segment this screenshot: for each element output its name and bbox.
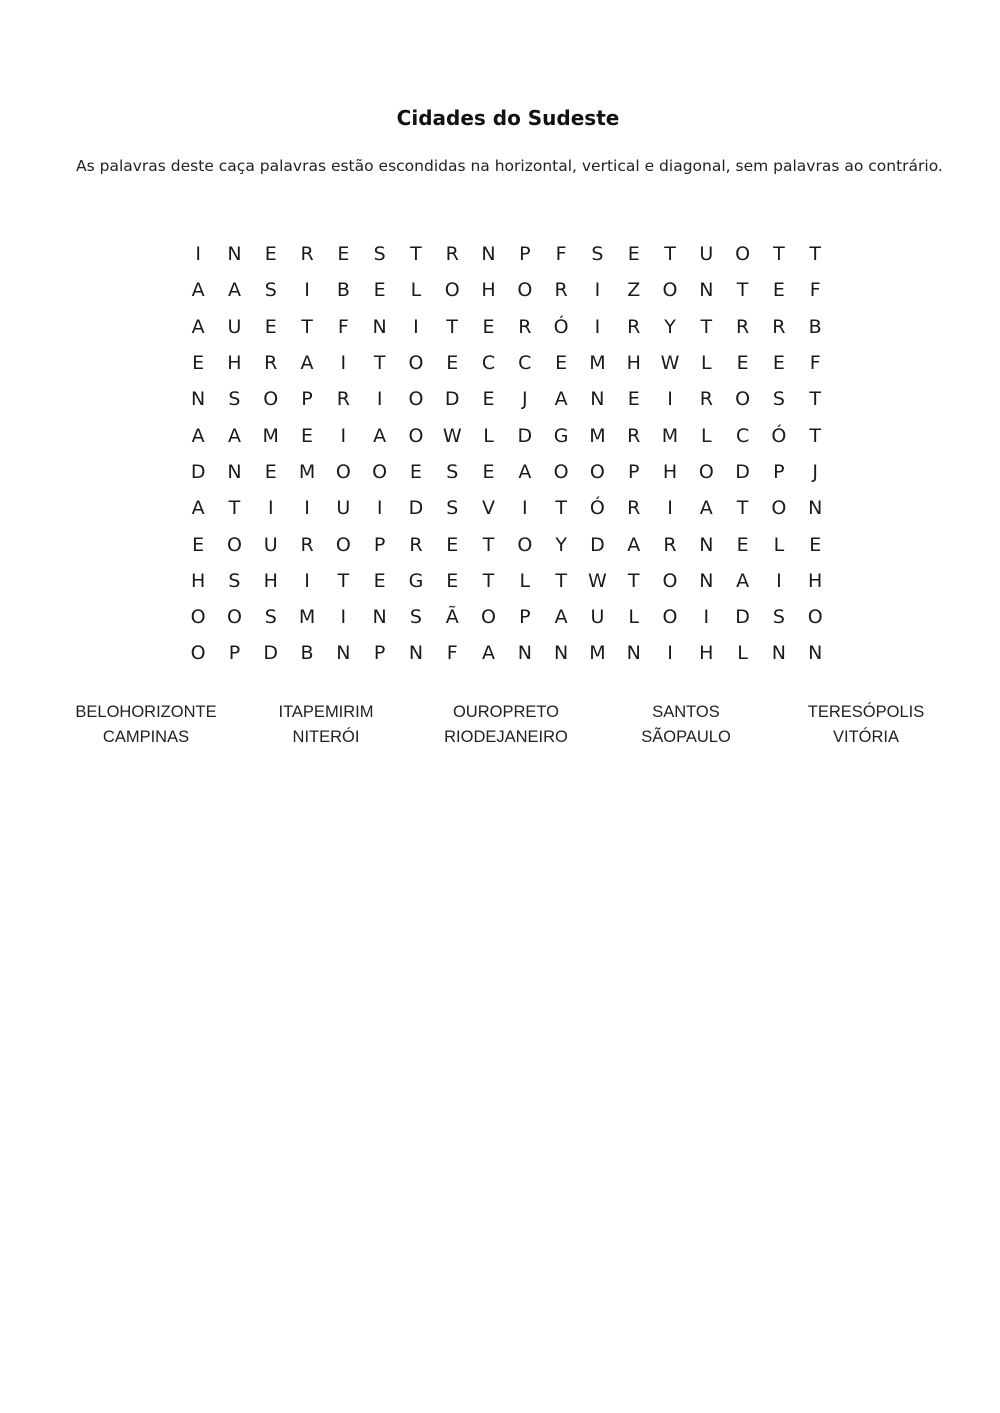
word-list-item: ITAPEMIRIM	[278, 703, 374, 721]
grid-letter[interactable]: R	[663, 533, 677, 556]
grid-letter[interactable]: R	[627, 497, 641, 520]
grid-letter[interactable]: E	[446, 533, 459, 556]
grid-letter[interactable]: C	[481, 352, 496, 375]
grid-letter[interactable]: T	[410, 243, 422, 266]
grid-letter[interactable]: L	[519, 569, 531, 592]
grid-letter[interactable]: L	[628, 606, 639, 629]
grid-letter[interactable]: P	[627, 460, 640, 483]
grid-letter[interactable]: P	[301, 388, 313, 411]
grid-letter[interactable]: E	[373, 569, 386, 592]
grid-letter[interactable]: F	[555, 243, 567, 266]
grid-letter[interactable]: O	[662, 279, 678, 302]
grid-letter[interactable]: O	[408, 424, 424, 447]
grid-letter[interactable]: O	[190, 606, 206, 629]
grid-letter[interactable]: N	[372, 606, 387, 629]
grid-letter[interactable]: E	[482, 315, 495, 338]
grid-letter[interactable]: E	[482, 388, 495, 411]
grid-letter[interactable]: A	[627, 533, 641, 556]
grid-letter[interactable]: O	[589, 460, 605, 483]
grid-letter[interactable]: Z	[627, 279, 641, 302]
grid-letter[interactable]: O	[698, 460, 714, 483]
word-list-column	[416, 700, 596, 750]
grid-letter[interactable]: I	[703, 606, 710, 629]
grid-row	[180, 309, 834, 345]
grid-letter[interactable]: O	[263, 388, 279, 411]
grid-letter[interactable]: O	[517, 279, 533, 302]
grid-letter[interactable]: H	[481, 279, 496, 302]
grid-letter[interactable]: L	[410, 279, 422, 302]
grid-letter[interactable]: B	[336, 279, 350, 302]
grid-letter[interactable]: E	[301, 424, 314, 447]
grid-letter[interactable]: A	[699, 497, 713, 520]
grid-letter[interactable]: E	[446, 569, 459, 592]
grid-letter[interactable]: W	[442, 424, 462, 447]
grid-letter[interactable]: R	[300, 243, 314, 266]
grid-letter[interactable]: Ã	[445, 606, 459, 629]
grid-letter[interactable]: I	[304, 569, 310, 592]
grid-letter[interactable]: D	[735, 606, 750, 629]
grid-letter[interactable]: I	[594, 315, 601, 338]
grid-letter[interactable]: O	[335, 460, 351, 483]
grid-letter[interactable]: U	[699, 243, 714, 266]
word-list-column	[236, 700, 416, 750]
word-list-item: RIODEJANEIRO	[444, 728, 568, 746]
grid-letter[interactable]: E	[627, 243, 640, 266]
grid-letter[interactable]: I	[304, 279, 310, 302]
grid-letter[interactable]: L	[773, 533, 785, 556]
word-list-item: OUROPRETO	[452, 703, 560, 721]
grid-letter[interactable]: N	[227, 243, 242, 266]
grid-letter[interactable]: H	[191, 569, 206, 592]
grid-letter[interactable]: L	[701, 424, 712, 447]
grid-letter[interactable]: N	[554, 642, 569, 665]
grid-letter[interactable]: T	[773, 243, 785, 266]
word-list-column	[776, 700, 956, 750]
grid-letter[interactable]: A	[191, 315, 205, 338]
grid-letter[interactable]: T	[555, 497, 567, 520]
grid-letter[interactable]: R	[627, 315, 641, 338]
grid-letter[interactable]: N	[699, 569, 714, 592]
grid-letter[interactable]: I	[776, 569, 782, 592]
grid-letter[interactable]: P	[373, 642, 386, 665]
grid-letter[interactable]: S	[591, 243, 604, 266]
grid-letter[interactable]: R	[409, 533, 423, 556]
grid-letter[interactable]: E	[627, 388, 640, 411]
grid-letter[interactable]: S	[373, 243, 386, 266]
grid-letter[interactable]: E	[772, 352, 785, 375]
word-list-column	[596, 700, 776, 750]
grid-letter[interactable]: E	[192, 352, 205, 375]
grid-letter[interactable]: R	[554, 279, 568, 302]
word-search-grid	[180, 236, 834, 672]
grid-letter[interactable]: M	[589, 642, 606, 665]
grid-letter[interactable]: O	[735, 243, 751, 266]
grid-letter[interactable]: E	[409, 460, 422, 483]
grid-letter[interactable]: O	[662, 569, 678, 592]
grid-letter[interactable]: R	[699, 388, 713, 411]
grid-letter[interactable]: L	[701, 352, 712, 375]
grid-letter[interactable]: I	[594, 279, 601, 302]
grid-letter[interactable]: H	[626, 352, 641, 375]
grid-letter[interactable]: I	[667, 497, 673, 520]
grid-letter[interactable]: S	[264, 279, 277, 302]
grid-letter[interactable]: Ó	[771, 424, 787, 447]
grid-letter[interactable]: N	[481, 243, 496, 266]
grid-letter[interactable]: Y	[664, 315, 676, 338]
grid-letter[interactable]: E	[736, 352, 749, 375]
grid-letter[interactable]: T	[809, 424, 821, 447]
grid-letter[interactable]: M	[661, 424, 679, 447]
grid-letter[interactable]: E	[192, 533, 205, 556]
grid-letter[interactable]: O	[771, 497, 787, 520]
grid-letter[interactable]: N	[699, 279, 714, 302]
grid-row	[180, 454, 834, 490]
grid-letter[interactable]: T	[482, 533, 495, 556]
grid-letter[interactable]: D	[263, 642, 279, 665]
word-list-column	[56, 700, 236, 750]
grid-letter[interactable]: C	[735, 424, 750, 447]
grid-letter[interactable]: N	[590, 388, 605, 411]
grid-letter[interactable]: P	[228, 642, 241, 665]
grid-letter[interactable]: D	[590, 533, 605, 556]
grid-letter[interactable]: T	[228, 497, 241, 520]
grid-letter[interactable]: S	[228, 569, 241, 592]
grid-letter[interactable]: O	[662, 606, 678, 629]
grid-letter[interactable]: T	[700, 315, 713, 338]
grid-letter[interactable]: Ó	[553, 315, 569, 338]
grid-letter[interactable]: R	[518, 315, 532, 338]
word-list-item: NITERÓI	[292, 728, 360, 746]
grid-letter[interactable]: S	[446, 497, 459, 520]
grid-letter[interactable]: O	[444, 279, 460, 302]
grid-letter[interactable]: O	[335, 533, 351, 556]
grid-letter[interactable]: G	[553, 424, 569, 447]
grid-letter[interactable]: C	[518, 352, 532, 375]
grid-letter[interactable]: J	[812, 460, 818, 483]
grid-letter[interactable]: O	[408, 388, 424, 411]
grid-letter[interactable]: T	[373, 352, 386, 375]
grid-letter[interactable]: M	[589, 352, 606, 375]
grid-letter[interactable]: O	[408, 352, 424, 375]
grid-letter[interactable]: E	[337, 243, 350, 266]
grid-letter[interactable]: E	[264, 315, 277, 338]
grid-letter[interactable]: V	[482, 497, 496, 520]
grid-letter[interactable]: U	[263, 533, 278, 556]
grid-row	[180, 599, 834, 635]
grid-letter[interactable]: O	[226, 533, 242, 556]
grid-letter[interactable]: I	[376, 497, 383, 520]
grid-letter[interactable]: A	[373, 424, 387, 447]
grid-letter[interactable]: N	[771, 642, 786, 665]
grid-letter[interactable]: O	[553, 460, 569, 483]
grid-letter[interactable]: M	[298, 460, 316, 483]
grid-letter[interactable]: A	[554, 388, 568, 411]
grid-letter[interactable]: N	[699, 533, 714, 556]
grid-letter[interactable]: E	[555, 352, 568, 375]
grid-letter[interactable]: I	[340, 606, 347, 629]
grid-letter[interactable]: T	[446, 315, 459, 338]
grid-letter[interactable]: N	[408, 642, 424, 665]
grid-letter[interactable]: T	[809, 243, 821, 266]
grid-row	[180, 345, 834, 381]
grid-letter[interactable]: I	[413, 315, 419, 338]
grid-letter[interactable]: W	[588, 569, 607, 592]
page-title: Cidades do Sudeste	[396, 106, 620, 130]
grid-letter[interactable]: R	[627, 424, 641, 447]
grid-letter[interactable]: R	[772, 315, 786, 338]
grid-letter[interactable]: A	[736, 569, 750, 592]
grid-row	[180, 236, 834, 272]
word-list	[56, 700, 956, 750]
grid-letter[interactable]: S	[409, 606, 422, 629]
grid-letter[interactable]: E	[264, 243, 277, 266]
grid-row	[180, 635, 834, 671]
grid-letter[interactable]: R	[736, 315, 750, 338]
grid-letter[interactable]: A	[191, 424, 205, 447]
grid-letter[interactable]: O	[517, 533, 533, 556]
grid-letter[interactable]: N	[336, 642, 351, 665]
grid-letter[interactable]: T	[664, 243, 676, 266]
grid-letter[interactable]: F	[809, 352, 821, 375]
grid-letter[interactable]: N	[227, 460, 242, 483]
word-list-item: BELOHORIZONTE	[75, 703, 217, 721]
grid-letter[interactable]: I	[376, 388, 383, 411]
grid-row	[180, 417, 834, 453]
grid-letter[interactable]: R	[300, 533, 314, 556]
grid-letter[interactable]: W	[660, 352, 680, 375]
grid-letter[interactable]: M	[298, 606, 316, 629]
grid-letter[interactable]: S	[228, 388, 241, 411]
grid-letter[interactable]: N	[808, 497, 823, 520]
grid-letter[interactable]: T	[736, 279, 749, 302]
grid-letter[interactable]: O	[226, 606, 242, 629]
grid-letter[interactable]: S	[772, 388, 785, 411]
grid-letter[interactable]: A	[191, 279, 205, 302]
grid-letter[interactable]: D	[735, 460, 750, 483]
grid-letter[interactable]: E	[264, 460, 277, 483]
grid-letter[interactable]: O	[481, 606, 496, 629]
grid-letter[interactable]: N	[808, 642, 823, 665]
grid-letter[interactable]: E	[373, 279, 386, 302]
grid-letter[interactable]: H	[227, 352, 242, 375]
grid-letter[interactable]: P	[519, 606, 531, 629]
grid-letter[interactable]: F	[337, 315, 349, 338]
instructions-text: As palavras deste caça palavras estão escondidas na horizontal, vertical e diagonal, sem palavras ao contrário.	[76, 157, 943, 175]
grid-letter[interactable]: S	[772, 606, 785, 629]
grid-letter[interactable]: H	[662, 460, 678, 483]
grid-letter[interactable]: I	[340, 352, 347, 375]
grid-letter[interactable]: M	[589, 424, 606, 447]
grid-letter[interactable]: O	[190, 642, 206, 665]
grid-letter[interactable]: T	[555, 569, 567, 592]
grid-letter[interactable]: U	[336, 497, 351, 520]
grid-letter[interactable]: H	[263, 569, 278, 592]
grid-letter[interactable]: A	[300, 352, 314, 375]
grid-letter[interactable]: E	[772, 279, 785, 302]
grid-row	[180, 381, 834, 417]
grid-letter[interactable]: A	[227, 279, 241, 302]
grid-row	[180, 490, 834, 526]
word-list-item: SÃOPAULO	[641, 728, 731, 746]
grid-letter[interactable]: S	[446, 460, 459, 483]
grid-letter[interactable]: I	[340, 424, 347, 447]
grid-letter[interactable]: T	[301, 315, 313, 338]
grid-letter[interactable]: B	[300, 642, 314, 665]
word-list-item: CAMPINAS	[102, 728, 190, 746]
grid-letter[interactable]: F	[446, 642, 458, 665]
grid-letter[interactable]: E	[446, 352, 459, 375]
grid-row	[180, 563, 834, 599]
grid-letter[interactable]: U	[227, 315, 242, 338]
word-list-item: VITÓRIA	[832, 728, 899, 746]
grid-letter[interactable]: N	[191, 388, 206, 411]
grid-letter[interactable]: N	[517, 642, 532, 665]
grid-letter[interactable]: D	[517, 424, 533, 447]
grid-letter[interactable]: Y	[555, 533, 567, 556]
grid-letter[interactable]: I	[667, 388, 673, 411]
grid-letter[interactable]: M	[262, 424, 279, 447]
grid-letter[interactable]: O	[807, 606, 823, 629]
grid-letter[interactable]: T	[809, 388, 821, 411]
grid-letter[interactable]: H	[699, 642, 714, 665]
grid-letter[interactable]: A	[518, 460, 532, 483]
grid-letter[interactable]: I	[267, 497, 274, 520]
grid-letter[interactable]: O	[735, 388, 751, 411]
grid-letter[interactable]: D	[408, 497, 424, 520]
grid-letter[interactable]: I	[304, 497, 310, 520]
grid-letter[interactable]: Ó	[589, 497, 605, 520]
grid-letter[interactable]: D	[190, 460, 206, 483]
word-list-item: TERESÓPOLIS	[807, 703, 925, 721]
grid-letter[interactable]: R	[445, 243, 459, 266]
grid-letter[interactable]: R	[336, 388, 350, 411]
grid-letter[interactable]: J	[522, 388, 528, 411]
grid-letter[interactable]: T	[337, 569, 350, 592]
grid-letter[interactable]: G	[408, 569, 424, 592]
grid-letter[interactable]: S	[264, 606, 277, 629]
grid-letter[interactable]: P	[773, 460, 785, 483]
grid-letter[interactable]: R	[264, 352, 278, 375]
grid-letter[interactable]: A	[554, 606, 568, 629]
grid-letter[interactable]: I	[522, 497, 528, 520]
grid-letter[interactable]: I	[667, 642, 673, 665]
grid-letter[interactable]: I	[195, 243, 201, 266]
grid-letter[interactable]: O	[372, 460, 388, 483]
grid-letter[interactable]: P	[519, 243, 531, 266]
grid-letter[interactable]: B	[808, 315, 822, 338]
grid-letter[interactable]: L	[483, 424, 494, 447]
grid-letter[interactable]: E	[809, 533, 822, 556]
grid-letter[interactable]: D	[444, 388, 460, 411]
grid-letter[interactable]: A	[191, 497, 205, 520]
grid-letter[interactable]: L	[737, 642, 748, 665]
grid-letter[interactable]: T	[736, 497, 749, 520]
grid-letter[interactable]: N	[372, 315, 387, 338]
grid-row	[180, 526, 834, 562]
grid-row	[180, 272, 834, 308]
grid-letter[interactable]: A	[227, 424, 241, 447]
grid-letter[interactable]: U	[590, 606, 605, 629]
grid-letter[interactable]: A	[482, 642, 496, 665]
grid-letter[interactable]: P	[373, 533, 386, 556]
grid-letter[interactable]: T	[482, 569, 495, 592]
word-list-item: SANTOS	[652, 703, 720, 721]
grid-letter[interactable]: E	[736, 533, 749, 556]
grid-letter[interactable]: N	[626, 642, 641, 665]
grid-letter[interactable]: F	[809, 279, 821, 302]
grid-letter[interactable]: E	[482, 460, 495, 483]
grid-letter[interactable]: T	[627, 569, 640, 592]
grid-letter[interactable]: H	[808, 569, 823, 592]
